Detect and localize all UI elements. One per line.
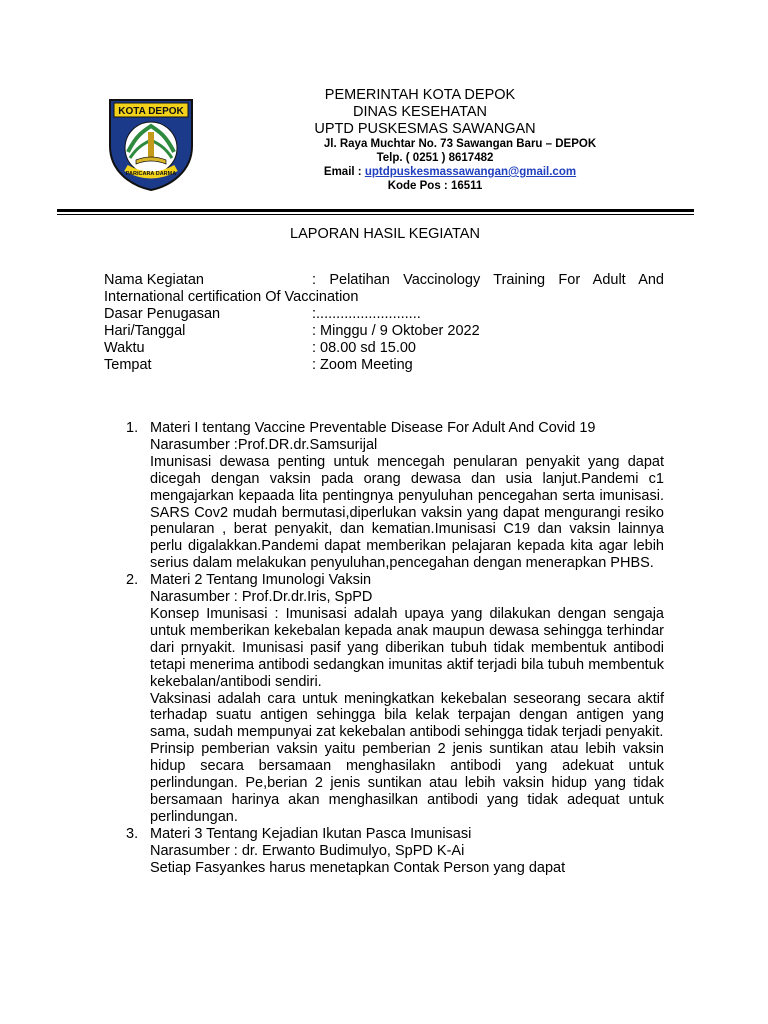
letterhead-email-row <box>240 166 660 178</box>
letterhead-government: PEMERINTAH KOTA DEPOK <box>324 87 516 103</box>
info-label-tempat: Tempat <box>104 357 152 373</box>
emblem-motto-text: PARICARA DARMA <box>125 171 177 177</box>
info-label-nama: Nama Kegiatan <box>104 272 204 288</box>
letterhead-unit: UPTD PUSKESMAS SAWANGAN <box>314 121 536 137</box>
item-heading: Materi 3 Tentang Kejadian Ikutan Pasca Imunisasi <box>150 825 472 842</box>
item-speaker: Narasumber :Prof.DR.dr.Samsurijal <box>150 436 378 453</box>
item-paragraph: Setiap Fasyankes harus menetapkan Contak Person yang dapat <box>150 859 566 876</box>
info-value-hari: : Minggu / 9 Oktober 2022 <box>312 323 480 339</box>
item-number: 3. <box>126 825 139 842</box>
item-number: 2. <box>126 572 139 589</box>
letterhead-divider-thick <box>57 209 694 212</box>
info-label-hari: Hari/Tanggal <box>104 323 186 339</box>
letterhead-phone: Telp. ( 0251 ) 8617482 <box>376 152 494 164</box>
info-row-waktu <box>104 340 664 357</box>
item-speaker: Narasumber : dr. Erwanto Budimulyo, SpPD K-Ai <box>150 842 465 859</box>
list-item <box>104 420 664 572</box>
item-heading: Materi I tentang Vaccine Preventable Disease For Adult And Covid 19 <box>150 420 596 436</box>
item-paragraph: Prinsip pemberian vaksin yaitu pemberian 2 jenis suntikan atau lebih vaksin hidup secara bersamaan menghasilakn antibodi yang adekuat untuk perlindungan. Pe,berian 2 jenis suntikan atau lebih vaksin hidup yang tidak bersamaan harinya akan menghasilkan antibodi yang tidak adequat untuk perlindungan. <box>150 741 664 825</box>
materials-list <box>104 420 664 876</box>
info-value-tempat: : Zoom Meeting <box>312 357 413 373</box>
letterhead-agency: DINAS KESEHATAN <box>352 104 488 120</box>
item-paragraph: Vaksinasi adalah cara untuk meningkatkan kekebalan seseorang secara aktif terhadap suatu antigen sehingga bila kelak terpajan dengan antigen yang sama, sudah mempunyai zat kekebalan antibodi sehingga tidak terjadi penyakit. <box>150 690 664 741</box>
info-row-dasar <box>104 306 664 323</box>
item-paragraph: Imunisasi dewasa penting untuk mencegah penularan penyakit yang dapat dicegah dengan vaksin pada orang dewasa dan usia lanjut.Pandemi c1 mengajarkan kepaada lita pentingnya penyuluhan pencegahan serta imunisasi. SARS Cov2 mudah bermutasi,diperlukan vaksin yang dapat mengurangi resiko penularan , berat penyakit, dan kematian.Imunisasi C19 dan vaksin lainnya perlu digalakkan.Pandemi dapat memberikan pelajaran kepada kita agar lebih serius dalam melakukan penyuluhan,pencegahan dengan menerapkan PHBS. <box>150 453 664 572</box>
letterhead-postal-code: Kode Pos : 16511 <box>387 180 483 192</box>
item-speaker: Narasumber : Prof.Dr.dr.Iris, SpPD <box>150 589 373 606</box>
item-number: 1. <box>126 420 139 436</box>
info-row-hari <box>104 323 664 340</box>
info-value-nama: : Pelatihan Vaccinology Training For Adult And International certification Of Vaccination <box>104 272 664 305</box>
kota-depok-emblem-icon <box>106 96 196 192</box>
info-value-waktu: : 08.00 sd 15.00 <box>312 340 416 356</box>
list-item <box>104 572 664 826</box>
info-label-dasar: Dasar Penugasan <box>104 306 221 322</box>
letterhead-divider-thin <box>57 214 694 215</box>
letterhead-address: Jl. Raya Muchtar No. 73 Sawangan Baru – DEPOK <box>323 138 597 150</box>
email-label: Email : <box>323 166 362 178</box>
document-title: LAPORAN HASIL KEGIATAN <box>290 226 480 242</box>
emblem-banner-text: KOTA DEPOK <box>118 106 184 117</box>
info-value-dasar: :.......................... <box>312 306 421 322</box>
item-heading: Materi 2 Tentang Imunologi Vaksin <box>150 572 372 589</box>
list-item <box>104 826 664 877</box>
info-label-waktu: Waktu <box>104 340 145 356</box>
item-paragraph: Konsep Imunisasi : Imunisasi adalah upaya yang dilakukan dengan sengaja untuk memberikan kekebalan kepada anak maupun dewasa sehingga terhindar dari prnyakit. Imunisasi pasif yang diberikan tubuh tidak membentuk antibodi tetapi menerima antibodi sedangkan imunitas aktif terjadi bila tubuh membentuk kekebalan/antibodi sendiri. <box>150 605 664 690</box>
email-link[interactable]: uptdpuskesmassawangan@gmail.com <box>364 166 577 178</box>
info-row-tempat <box>104 357 664 374</box>
